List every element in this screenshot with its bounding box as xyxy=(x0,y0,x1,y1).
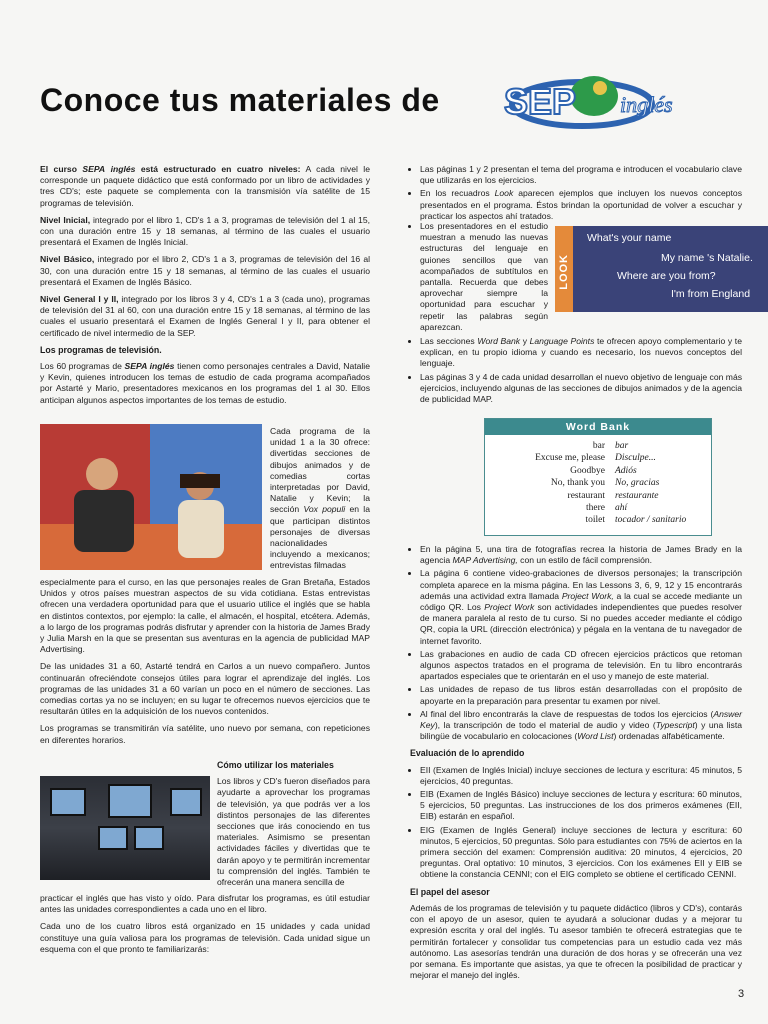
right-column-bottom xyxy=(410,544,742,987)
word-bank-row: restaurant restaurante xyxy=(567,490,659,501)
intro-paragraph: El curso SEPA inglés está estructurado en cuatro niveles: A cada nivel le corresponde un paquete didáctico que está conformado por un libro de actividades y tres CD's; este paquete se complementa con la transmisión vía satélite de 15 programas de televisión. xyxy=(40,164,370,208)
look-tab: LOOK xyxy=(555,226,573,312)
list-item: • Las unidades de repaso de tus libros están desarrolladas con el propósito de apoyarte en la preparación para presentar tu examen por nivel. xyxy=(420,684,742,706)
studio-cockpit-photo xyxy=(40,776,210,880)
tv-paragraph: Los 60 programas de SEPA inglés tienen como personajes centrales a David, Natalie y Kevin, quienes introducen los temas de estudio de cada programa acompañados por Astarté y Mario, presentadores mexicanos en los programas del 1 al 30. Ellos anticipan algunos aspectos importantes de los temas de estudio. xyxy=(40,361,371,405)
logo-subtext: inglés xyxy=(620,92,673,117)
logo-text: SEP xyxy=(504,81,577,122)
nivel-general: Nivel General I y II, integrado por los libros 3 y 4, CD's 1 a 3 (cada uno), programas de televisión del 31 al 60, con una duración entre 15 y 18 semanas, al término de las cuales el usuario presentará el Examen de Inglés General I y II, para obtener el certificado de nivel intermedio de la SEP. xyxy=(40,294,370,338)
look-line-3: Where are you from? xyxy=(617,270,716,282)
word-bank-row: there ahí xyxy=(586,503,628,514)
right-column-top xyxy=(410,164,742,224)
list-item: • En los recuadros Look aparecen ejemplos que incluyen los nuevos conceptos presentados en el programa. Éstos brindan la oportunidad de volver a escuchar y practicar los aspectos ahí tratados. xyxy=(420,188,742,222)
tv-heading: Los programas de televisión. xyxy=(40,344,162,355)
sep-ingles-logo xyxy=(494,68,694,138)
page-number: 3 xyxy=(738,988,745,1000)
evaluation-heading: Evaluación de lo aprendido xyxy=(410,748,525,759)
list-item: • La página 6 contiene video-grabaciones de diversos personajes; la transcripción completa aparece en la misma página. En las Lessons 3, 6, 9, 12 y 15 encontrarás además una actividad extra llamada Project Work, a la cual se accede mediante un código QR. Los Project Work son actividades independientes que puedes resolver de manera paralela al resto de tu curso. Si no puedes acceder mediante el código QR, copia la URL (dirección electrónica) y pégala en la ventana de tu navegador de internet favorito. xyxy=(420,568,742,646)
list-item: • EIB (Examen de Inglés Básico) incluye secciones de lectura y escritura: 60 minutos, 5 ejercicios, 50 preguntas. Las instrucciones de los dos primeros exámenes (EII, EIB) estarán en español. xyxy=(420,789,742,823)
left-column-bottom: practicar el inglés que has visto y oído. Para disfrutar los programas, es útil estudiar antes las unidades correspondientes a cada uno en el libro. Cada uno de los cuatro libros está organizado en 15 unidades y cada unidad constituye una guía valiosa para los programas de televisión. Cada unidad sigue un esquema con el que pronto te familiarizarás: xyxy=(40,893,370,954)
look-line-2: My name 's Natalie. xyxy=(661,252,753,264)
nivel-inicial: Nivel Inicial, integrado por el libro 1, CD's 1 a 3, programas de televisión del 1 al 15, con una duración entre 15 y 18 semanas, al término de las cuales el usuario presentará el Examen de Inglés Inicial. xyxy=(40,214,370,248)
word-bank-row: toilet tocador / sanitario xyxy=(585,515,687,526)
advisor-paragraph: Además de los programas de televisión y tu paquete didáctico (libros y CD's), contarás con el apoyo de un asesor, quien te ayudará a solucionar dudas y a mejorar tu expresión escrita y oral del inglés. Tu asesor también te ofrecerá estrategias que te permitirán fortalecer y consolidar tus competencias para un estudio cada vez más autónomo. Las asesorías tendrán una duración de dos horas y se ofrecerán una vez por semana. Es importante que asistas, ya que te ofrecen la posibilidad de practicar y mejorar el manejo del inglés. xyxy=(410,902,742,981)
presenters-photo xyxy=(40,424,262,570)
list-item: • EIG (Examen de Inglés General) incluye secciones de lectura y escritura: 60 minutos, 5 ejercicios, 50 preguntas. Sólo para estudiantes con 75% de aciertos en la primera sección del examen: Comprensión auditiva: 20 minutos, 4 ejercicios, 20 preguntas. Oral optativo: 10 minutos, 3 ejercicios. Con los exámenes EII y EIB se obtiene la constancia CENNI; con el EIG completo se obtiene el certificado CENNI. xyxy=(420,825,742,881)
page-title: Conoce tus materiales de xyxy=(40,82,440,118)
list-item: • Las páginas 3 y 4 de cada unidad desarrollan el nuevo objetivo de lenguaje con más ejercicios, incluyendo algunas de las secciones de dibujos animados y de la agencia de publicidad MAP. xyxy=(420,372,742,406)
word-bank-row: Excuse me, please Disculpe... xyxy=(535,453,656,464)
look-box xyxy=(555,226,768,312)
advisor-heading: El papel del asesor xyxy=(410,886,490,897)
word-bank-row: bar bar xyxy=(592,441,629,451)
word-bank-box xyxy=(484,418,712,536)
nivel-basico: Nivel Básico, integrado por el libro 2, CD's 1 a 3, programas de televisión del 16 al 30, con una duración entre 15 y 18 semanas, al término de las cuales el usuario presentará el Examen de Inglés Básico. xyxy=(40,254,371,287)
list-item: • EII (Examen de Inglés Inicial) incluye secciones de lectura y escritura: 45 minutos, 5 ejercicios, 40 preguntas. xyxy=(420,765,742,787)
list-item: • Las grabaciones en audio de cada CD ofrecen ejercicios prácticos que retoman algunos aspectos tratados en el programa de televisión. En tu libro encontrarás apartados especiales que te orientarán en el uso y manejo de este material. xyxy=(420,649,742,683)
word-bank-row: No, thank you No, gracias xyxy=(550,478,660,489)
word-bank-row: Goodbye Adiós xyxy=(570,465,637,476)
list-item: • En la página 5, una tira de fotografías recrea la historia de James Brady en la agencia MAP Advertising, con un estilo de fácil comprensión. xyxy=(420,544,742,566)
left-column-middle: especialmente para el curso, en las que personajes reales de Gran Bretaña, Estados Unidos y otros países muestran aspectos de su vida cotidiana. Estas entrevistas ofrecen una verdadera oportunidad para que el usuario utilice el inglés que se habla en distintos contextos, por ejemplo: la calle, el almacén, el hospital, etcétera. Además, a lo largo de los programas podrás disfrutar y aprender con la historia de James Brady y Julia Marsh en la que se presentan sus aventuras en la agencia de publicidad MAP Advertising. De las unidades 31 a 60, Astarté tendrá en Carlos a un nuevo compañero. Juntos continuarán ofreciéndote consejos útiles para lograr el aprendizaje del inglés. Los programas de las unidades 31 a 60 varían un poco en el número de secciones. Las comedias cortas ya no se incluyen; en su lugar te ofrecemos nuevos ejercicios que te resultarán útiles en la adquisición de los nuevos contenidos. Los programas se transmitirán vía satélite, uno nuevo por semana, con repeticiones en diferentes horarios. xyxy=(40,577,370,745)
photo-side-text: Cada programa de la unidad 1 a la 30 ofrece: divertidas secciones de dibujos animados y de comedias cortas interpretadas por David, Natalie y Kevin; la sección Vox populi en la que participan distintos personajes de diversas nacionalidades incluyendo a mexicanos; entrevistas filmadas xyxy=(270,426,370,571)
right-column-mid xyxy=(410,336,742,407)
presenters-bullet: • Los presentadores en el estudio muestran a menudo las nuevas estructuras del lenguaje en guiones sencillos que van acompañados de subtítulos en pantalla. Recuerda que debes aprovechar siempre la oportunidad para escuchar y repetir las palabras según aparezcan. xyxy=(410,221,548,335)
look-line-1: What's your name xyxy=(587,232,672,244)
list-item: • Las páginas 1 y 2 presentan el tema del programa e introducen el vocabulario clave que utilizarás en los ejercicios. xyxy=(420,164,742,186)
list-item: • Las secciones Word Bank y Language Points te ofrecen apoyo complementario y te explican, en tu propio idioma y cuando es necesario, los nuevos conceptos del lenguaje. xyxy=(420,336,742,370)
list-item: • Al final del libro encontrarás la clave de respuestas de todos los ejercicios (Answer Key), la transcripción de todo el material de audio y video (Typescript) y una lista bilingüe de vocabulario en colocaciones (Word List) ordenadas alfabéticamente. xyxy=(420,709,742,743)
left-column-top xyxy=(40,164,370,412)
materials-heading: Cómo utilizar los materiales xyxy=(217,760,334,770)
word-bank-title: Word Bank xyxy=(485,419,711,435)
materials-section: Cómo utilizar los materiales Los libros y CD's fueron diseñados para ayudarte a aprovechar los programas de televisión, ya que podrás ver a los distintos personajes de las diferentes secciones que irás conociendo en tus materiales. Asimismo se presentan actividades fáciles y divertidas que te darán apoyo y te permitirán incrementar tu comprensión del inglés. También te ofrecerán una manera sencilla de xyxy=(217,760,370,888)
look-line-4: I'm from England xyxy=(671,288,751,300)
